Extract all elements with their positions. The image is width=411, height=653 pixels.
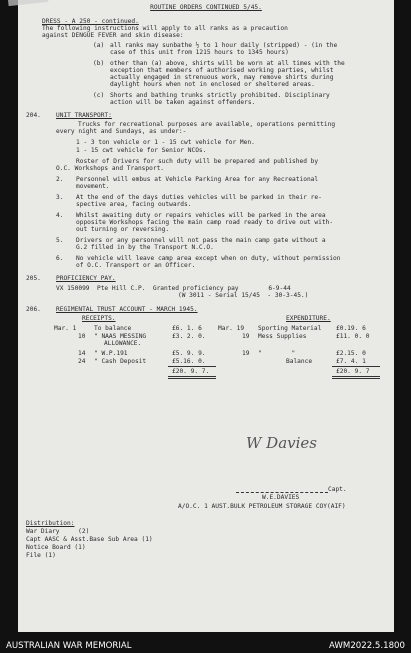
transport-point-number: 6. <box>56 255 64 262</box>
proficiency-line-2: (W 3011 - Serial 15/45 - 30-3-45.) <box>178 292 309 299</box>
dress-item-b-line: exception that members of authorised working parties, whilst <box>110 67 334 74</box>
expenditure-total-double-rule <box>332 378 380 379</box>
transport-point-number: 5. <box>56 237 64 244</box>
dress-item-b-line: other than (a) above, shirts will be worn at all times with the <box>110 60 345 67</box>
distribution-item: War Diary (2) <box>26 528 90 535</box>
proficiency-number: 205. <box>26 275 41 282</box>
trust-heading: REGIMENTAL TRUST ACCOUNT - MARCH 1945. <box>56 306 198 313</box>
transport-point-line: Personnel will embus at Vehicle Parking Area for any Recreational <box>76 176 319 183</box>
footer-catalogue-id: AWM2022.5.1800 <box>329 641 405 651</box>
receipt-date: 14 <box>78 350 86 357</box>
transport-point-line: movement. <box>76 183 110 190</box>
dress-item-c-line: Shorts and bathing trunks strictly prohibited. Disciplinary <box>110 92 330 99</box>
transport-point-line: of O.C. Transport or an Officer. <box>76 262 196 269</box>
receipt-desc: " W.P.191 <box>94 350 128 357</box>
transport-point-line: out turning or reversing. <box>76 226 170 233</box>
dress-item-b-line: daylight hours when not in enclosed or sheltered areas. <box>110 81 315 88</box>
transport-point-number: 4. <box>56 212 64 219</box>
dress-item-a-line: case of this unit from 1215 hours to 1345 hours) <box>110 49 289 56</box>
expenditure-heading: EXPENDITURE. <box>286 315 331 322</box>
distribution-heading: Distribution: <box>26 520 75 527</box>
signature-line <box>236 492 328 493</box>
receipts-heading: RECEIPTS. <box>82 315 116 322</box>
dress-item-a-line: all ranks may sunbathe ½ to 1 hour daily (stripped) - (in the <box>110 42 338 49</box>
dress-item-b-line: actually engaged in strenuous work, may remove shirts during <box>110 74 334 81</box>
transport-point-line: G.2 filled in by the Transport N.C.O. <box>76 244 214 251</box>
proficiency-line-1: VX 150099 Pte Hill C.P. Granted proficiency pay 6-9-44 <box>56 285 291 292</box>
transport-point-line: opposite Workshops facing the main camp road ready to drive out with- <box>76 219 334 226</box>
receipt-desc: " NAAS MESSING <box>94 333 147 340</box>
expenditure-desc: " " <box>258 350 296 357</box>
expenditure-amount: £7. 4. 1 <box>336 358 366 365</box>
expenditure-amount: £11. 0. 0 <box>336 333 370 340</box>
expenditure-date: 19 <box>242 333 250 340</box>
receipt-date: 24 <box>78 358 86 365</box>
receipt-date: Mar. 1 <box>54 325 77 332</box>
signature-unit: A/O.C. 1 AUST.BULK PETROLEUM STORAGE COY(AIF) <box>178 503 346 510</box>
receipt-amount: £5. 9. 9. <box>172 350 206 357</box>
transport-intro-2: every night and Sundays, as under:- <box>56 128 187 135</box>
transport-point-line: No vehicle will leave camp area except when on duty, without permission <box>76 255 341 262</box>
transport-point-line: At the end of the days duties vehicles will be parked in their re- <box>76 194 322 201</box>
handwritten-signature: W Davies <box>246 434 318 452</box>
receipt-amount: £5.16. 0. <box>172 358 206 365</box>
receipt-desc: " Cash Deposit <box>94 358 147 365</box>
page-header: ROUTINE ORDERS CONTINUED 5/45. <box>150 4 262 11</box>
dress-item-c-line: action will be taken against offenders. <box>110 99 256 106</box>
receipts-total-rule <box>168 366 216 367</box>
signature-rank: Capt. <box>328 486 347 493</box>
receipts-total-double-rule <box>168 378 216 379</box>
transport-vehicle-men: 1 - 3 ton vehicle or 1 - 15 cwt vehicle for Men. <box>76 139 255 146</box>
transport-intro-1: Trucks for recreational purposes are available, operations permitting <box>78 121 336 128</box>
dress-item-a-label: (a) <box>93 42 105 49</box>
receipt-desc-cont: ALLOWANCE. <box>104 340 142 347</box>
proficiency-heading: PROFICIENCY PAY. <box>56 275 116 282</box>
receipt-amount: £3. 2. 0. <box>172 333 206 340</box>
receipt-amount: £6. 1. 6 <box>172 325 202 332</box>
dress-item-c-label: (c) <box>93 92 105 99</box>
transport-roster-1: Roster of Drivers for such duty will be prepared and published by <box>76 158 319 165</box>
expenditure-total: £20. 9. 7 <box>336 368 370 375</box>
transport-number: 204. <box>26 112 41 119</box>
document-page <box>18 0 394 632</box>
expenditure-desc: Sporting Material <box>258 325 322 332</box>
expenditure-total-double-rule <box>332 376 380 377</box>
transport-point-line: Drivers or any personnel will not pass the main camp gate without a <box>76 237 326 244</box>
dress-heading: DRESS - A 250 - continued. <box>42 18 139 25</box>
expenditure-total-rule <box>332 366 380 367</box>
expenditure-amount: £2.15. 0 <box>336 350 366 357</box>
distribution-item: Capt AASC & Asst.Base Sub Area (1) <box>26 536 153 543</box>
transport-point-line: Whilst awaiting duty or repairs vehicles will be parked in the area <box>76 212 326 219</box>
receipts-total-double-rule <box>168 376 216 377</box>
receipt-desc: To balance <box>94 325 132 332</box>
trust-number: 206. <box>26 306 41 313</box>
dress-item-b-label: (b) <box>93 60 105 67</box>
expenditure-date: 19 <box>242 350 250 357</box>
dress-intro-1: The following instructions will apply to all ranks as a precaution <box>42 25 288 32</box>
transport-heading: UNIT TRANSPORT: <box>56 112 112 119</box>
dress-intro-2: against DENGUE FEVER and skin disease: <box>42 32 184 39</box>
transport-point-line: spective area, facing outwards. <box>76 201 192 208</box>
transport-roster-2: O.C. Workshops and Transport. <box>56 165 165 172</box>
receipts-total: £20. 9. 7. <box>172 368 210 375</box>
distribution-item: File (1) <box>26 552 56 559</box>
expenditure-desc: Mess Supplies <box>258 333 307 340</box>
receipt-date: 10 <box>78 333 86 340</box>
transport-vehicle-nco: 1 - 15 cwt vehicle for Senior NCOs. <box>76 147 207 154</box>
footer-institution: AUSTRALIAN WAR MEMORIAL <box>6 641 132 651</box>
transport-point-number: 2. <box>56 176 64 183</box>
expenditure-date: Mar. 19 <box>218 325 245 332</box>
signature-name: W.E.DAVIES <box>262 494 300 501</box>
expenditure-amount: £0.19. 6 <box>336 325 366 332</box>
distribution-item: Notice Board (1) <box>26 544 86 551</box>
archive-footer <box>0 632 411 653</box>
transport-point-number: 3. <box>56 194 64 201</box>
expenditure-desc: Balance <box>286 358 313 365</box>
